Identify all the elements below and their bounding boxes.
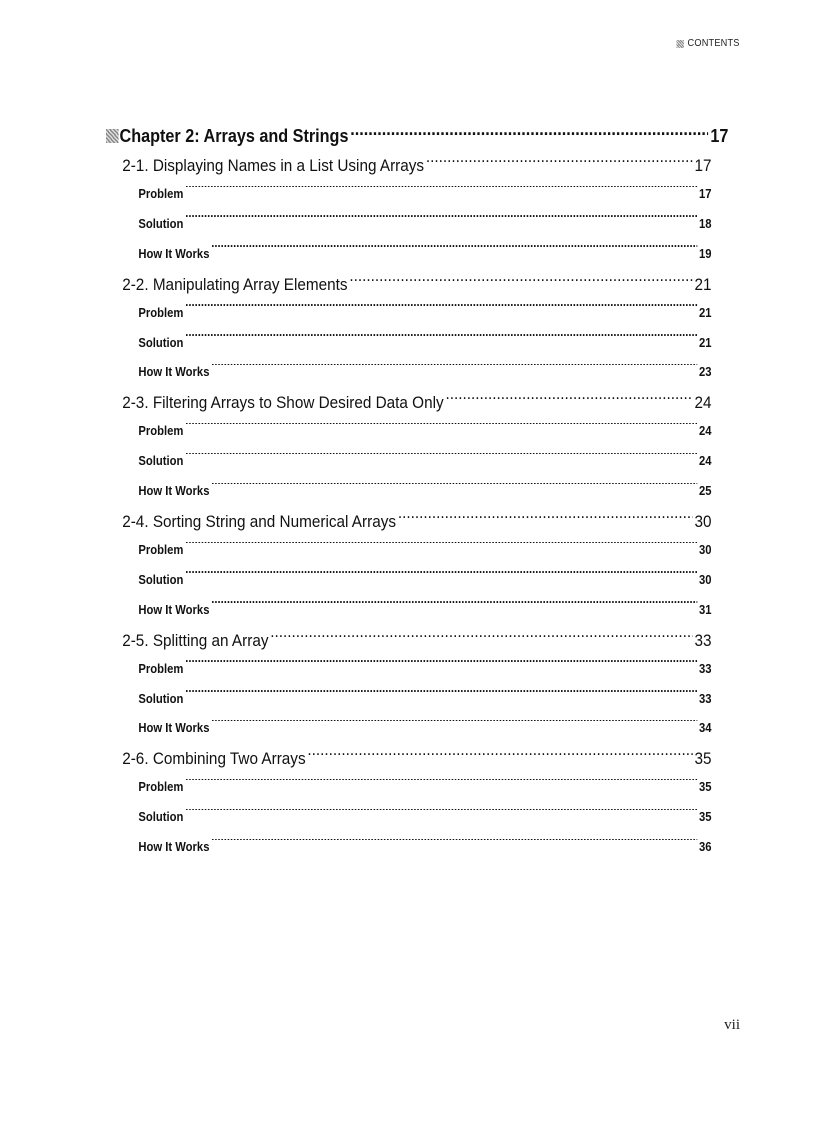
subsection-title: Problem [138,424,184,439]
subsection-title: Solution [138,335,184,350]
subsection-title: How It Works [138,484,210,499]
running-header-title: CONTENTS [687,38,740,49]
toc-subsection-entry[interactable] [106,833,712,863]
leader-dots [350,124,708,142]
leader-dots [185,304,697,317]
toc-subsection-entry[interactable] [106,417,712,447]
subsection-page: 35 [699,810,712,825]
subsection-page: 24 [699,424,712,439]
leader-dots [185,690,697,703]
toc-subsection-entry[interactable] [106,329,712,359]
subsection-title: Problem [138,543,184,558]
page-number: vii [724,1017,740,1033]
subsection-page: 35 [699,780,712,795]
section-page: 17 [694,156,712,175]
toc-chapter-entry[interactable] [106,123,728,151]
hatch-square-icon [677,40,684,48]
leader-dots [398,510,693,527]
subsection-title: Problem [138,661,184,676]
toc-subsection-entry[interactable] [106,803,712,833]
toc-section-entry[interactable] [106,626,712,655]
chapter-page: 17 [710,126,729,146]
subsection-page: 33 [699,661,712,676]
section-page: 35 [694,749,712,769]
table-of-contents [106,123,729,863]
toc-subsection-entry[interactable] [106,477,712,507]
leader-dots [185,571,697,584]
section-page: 33 [694,630,712,650]
leader-dots [211,839,697,852]
leader-dots [185,779,697,792]
leader-dots [211,720,697,733]
leader-dots [211,483,697,496]
subsection-title: Solution [138,572,184,587]
toc-subsection-entry[interactable] [106,447,712,477]
subsection-title: Solution [138,454,184,469]
subsection-title: How It Works [138,365,210,380]
subsection-page: 21 [699,335,712,350]
toc-subsection-entry[interactable] [106,773,712,803]
leader-dots [426,154,693,171]
toc-subsection-entry[interactable] [106,685,712,715]
subsection-page: 34 [699,721,712,736]
subsection-title: Solution [138,810,184,825]
toc-subsection-entry[interactable] [106,299,712,329]
leader-dots [185,453,697,466]
leader-dots [211,364,697,377]
toc-subsection-entry[interactable] [106,240,712,270]
subsection-page: 19 [699,246,712,261]
subsection-title: Solution [138,216,184,231]
section-title: 2-6. Combining Two Arrays [122,749,306,769]
subsection-page: 31 [699,602,712,617]
subsection-title: Solution [138,691,184,706]
toc-section-entry[interactable] [106,744,712,773]
toc-subsection-entry[interactable] [106,714,712,744]
leader-dots [211,601,697,614]
toc-subsection-entry[interactable] [106,596,712,626]
subsection-page: 30 [699,543,712,558]
leader-dots [270,629,692,646]
section-title: 2-5. Splitting an Array [122,630,269,650]
toc-subsection-entry[interactable] [106,655,712,685]
leader-dots [185,334,697,347]
toc-section-entry[interactable] [106,388,712,417]
subsection-page: 18 [699,216,712,231]
toc-subsection-entry[interactable] [106,536,712,566]
chapter-title: Chapter 2: Arrays and Strings [119,126,349,146]
subsection-title: Problem [138,187,184,201]
leader-dots [445,391,692,408]
section-page: 24 [694,393,712,413]
toc-subsection-entry[interactable] [106,210,712,240]
hatch-square-icon [106,129,119,143]
running-header [677,38,740,49]
subsection-title: Problem [138,780,184,795]
subsection-page: 24 [699,454,712,469]
subsection-title: How It Works [138,246,210,261]
section-title: 2-3. Filtering Arrays to Show Desired Data Only [122,393,444,413]
subsection-title: Problem [138,305,184,320]
subsection-page: 23 [699,365,712,380]
toc-section-entry[interactable] [106,270,712,299]
chapter-title-wrap [106,123,348,149]
toc-subsection-entry[interactable] [106,358,712,388]
subsection-page: 21 [699,305,712,320]
leader-dots [185,423,697,436]
leader-dots [185,542,697,555]
leader-dots [349,273,692,290]
subsection-page: 17 [699,187,712,201]
subsection-page: 30 [699,572,712,587]
subsection-page: 33 [699,691,712,706]
leader-dots [185,809,697,822]
subsection-page: 25 [699,484,712,499]
toc-subsection-entry[interactable] [106,566,712,596]
leader-dots [307,747,692,764]
subsection-page: 36 [699,840,712,855]
leader-dots [185,660,697,673]
leader-dots [185,215,697,228]
section-title: 2-1. Displaying Names in a List Using Arrays [122,156,425,175]
section-title: 2-4. Sorting String and Numerical Arrays [122,512,397,532]
subsection-title: How It Works [138,721,210,736]
section-title: 2-2. Manipulating Array Elements [122,274,348,294]
toc-section-entry[interactable] [106,151,712,180]
toc-section-entry[interactable] [106,507,712,536]
toc-subsection-entry[interactable] [106,180,712,210]
leader-dots [185,186,697,199]
section-page: 21 [694,274,712,294]
subsection-title: How It Works [138,840,210,855]
subsection-title: How It Works [138,602,210,617]
leader-dots [211,245,697,258]
section-page: 30 [694,512,712,532]
